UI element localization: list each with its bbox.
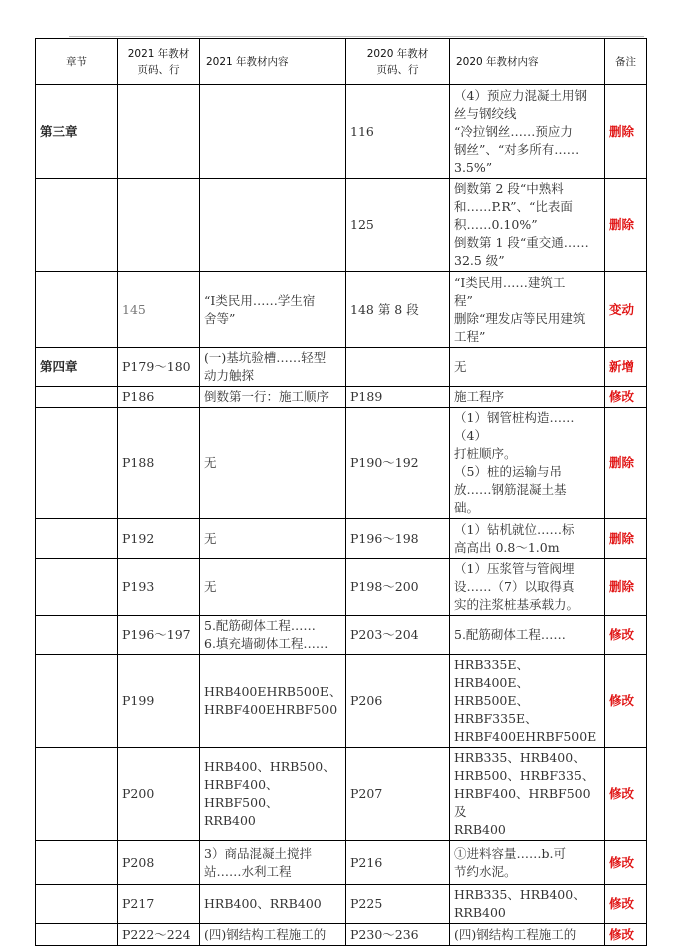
page-2021-cell: P217 xyxy=(118,885,200,924)
page-2021-cell: 145 xyxy=(118,272,200,348)
chapter-cell: 第四章 xyxy=(36,348,118,387)
page-2020-cell: P203～204 xyxy=(346,616,450,655)
content-2020-cell: 施工程序 xyxy=(450,387,605,408)
content-2021-cell: (一)基坑验槽……轻型 动力触探 xyxy=(200,348,346,387)
remark-cell: 修改 xyxy=(605,616,647,655)
remark-cell: 修改 xyxy=(605,885,647,924)
remark-cell: 修改 xyxy=(605,924,647,946)
content-2021-cell: 倒数第一行：施工顺序 xyxy=(200,387,346,408)
page-2021-cell: P199 xyxy=(118,655,200,748)
chapter-cell xyxy=(36,885,118,924)
content-2020-cell: HRB335、HRB400、RRB400 xyxy=(450,885,605,924)
remark-cell: 变动 xyxy=(605,272,647,348)
chapter-cell xyxy=(36,616,118,655)
table-row xyxy=(36,179,647,272)
page-2021-cell xyxy=(118,179,200,272)
page-2021-cell: P188 xyxy=(118,408,200,519)
page-2020-cell: P207 xyxy=(346,748,450,841)
content-2021-cell: HRB400、RRB400 xyxy=(200,885,346,924)
header-remark: 备注 xyxy=(605,39,647,85)
content-2020-cell: HRB335E、HRB400E、 HRB500E、HRBF335E、 HRBF400EHRBF500E xyxy=(450,655,605,748)
table-row xyxy=(36,559,647,616)
page-2020-cell: 116 xyxy=(346,85,450,179)
table-row xyxy=(36,348,647,387)
content-2020-cell: （1）钻机就位……标 高高出 0.8～1.0m xyxy=(450,519,605,559)
textbook-comparison-table xyxy=(35,38,647,946)
chapter-cell xyxy=(36,559,118,616)
table-row xyxy=(36,885,647,924)
chapter-cell: 第三章 xyxy=(36,85,118,179)
content-2021-cell: “Ⅰ类民用……学生宿 舍等” xyxy=(200,272,346,348)
page-2021-cell: P200 xyxy=(118,748,200,841)
content-2021-cell: 无 xyxy=(200,559,346,616)
content-2021-cell: (四)钢结构工程施工的 xyxy=(200,924,346,946)
content-2020-cell: （4）预应力混凝土用钢 丝与钢绞线 “冷拉钢丝……预应力 钢丝”、“对多所有…… 3.5%” xyxy=(450,85,605,179)
content-2020-cell: （1）钢管桩构造……（4） 打桩顺序。 （5）桩的运输与吊 放……钢筋混凝土基 础。 xyxy=(450,408,605,519)
page-2020-cell: P196～198 xyxy=(346,519,450,559)
content-2021-cell: HRB400、HRB500、 HRBF400、HRBF500、 RRB400 xyxy=(200,748,346,841)
table-row xyxy=(36,616,647,655)
page-2020-cell: P189 xyxy=(346,387,450,408)
chapter-cell xyxy=(36,924,118,946)
table-row xyxy=(36,85,647,179)
content-2020-cell: （1）压浆管与管阀埋 设……（7）以取得真 实的注浆桩基承载力。 xyxy=(450,559,605,616)
chapter-cell xyxy=(36,748,118,841)
page-2021-cell: P208 xyxy=(118,841,200,885)
table-row xyxy=(36,387,647,408)
chapter-cell xyxy=(36,179,118,272)
remark-cell: 删除 xyxy=(605,519,647,559)
remark-cell: 修改 xyxy=(605,748,647,841)
chapter-cell xyxy=(36,408,118,519)
page-2021-cell: P193 xyxy=(118,559,200,616)
page-2021-cell: P179～180 xyxy=(118,348,200,387)
table-row xyxy=(36,655,647,748)
remark-cell: 删除 xyxy=(605,559,647,616)
remark-cell: 删除 xyxy=(605,408,647,519)
page-2021-cell: P222～224 xyxy=(118,924,200,946)
page-2020-cell xyxy=(346,348,450,387)
table-row xyxy=(36,408,647,519)
content-2021-cell: HRB400EHRB500E、 HRBF400EHRBF500 xyxy=(200,655,346,748)
content-2021-cell xyxy=(200,85,346,179)
page-2020-cell: P230～236 xyxy=(346,924,450,946)
header-page-2021: 2021 年教材 页码、行 xyxy=(118,39,200,85)
chapter-cell xyxy=(36,519,118,559)
remark-cell: 修改 xyxy=(605,841,647,885)
page-2020-cell: P198～200 xyxy=(346,559,450,616)
chapter-cell xyxy=(36,841,118,885)
page-2021-cell: P192 xyxy=(118,519,200,559)
table-row xyxy=(36,272,647,348)
page-2020-cell: P225 xyxy=(346,885,450,924)
page-2020-cell: 125 xyxy=(346,179,450,272)
header-chapter: 章节 xyxy=(36,39,118,85)
content-2020-cell: (四)钢结构工程施工的 xyxy=(450,924,605,946)
page-2020-cell: P216 xyxy=(346,841,450,885)
chapter-cell xyxy=(36,387,118,408)
content-2020-cell: ①进料容量……b.可 节约水泥。 xyxy=(450,841,605,885)
page-2021-cell: P186 xyxy=(118,387,200,408)
remark-cell: 新增 xyxy=(605,348,647,387)
table-row xyxy=(36,748,647,841)
remark-cell: 删除 xyxy=(605,179,647,272)
table-row xyxy=(36,519,647,559)
chapter-cell xyxy=(36,272,118,348)
remark-cell: 修改 xyxy=(605,655,647,748)
content-2021-cell: 无 xyxy=(200,519,346,559)
page-2020-cell: 148 第 8 段 xyxy=(346,272,450,348)
content-2021-cell: 3）商品混凝土搅拌 站……水利工程 xyxy=(200,841,346,885)
content-2020-cell: 5.配筋砌体工程…… xyxy=(450,616,605,655)
table-row xyxy=(36,924,647,946)
header-content-2021: 2021 年教材内容 xyxy=(200,39,346,85)
content-2020-cell: 倒数第 2 段“中熟料 和……P.R”、“比表面 积……0.10%” 倒数第 1 段“重交通…… 32.5 级” xyxy=(450,179,605,272)
header-page-2020: 2020 年教材 页码、行 xyxy=(346,39,450,85)
content-2021-cell: 5.配筋砌体工程…… 6.填充墙砌体工程…… xyxy=(200,616,346,655)
page-2020-cell: P206 xyxy=(346,655,450,748)
content-2021-cell xyxy=(200,179,346,272)
remark-cell: 删除 xyxy=(605,85,647,179)
page-2021-cell: P196～197 xyxy=(118,616,200,655)
page-2020-cell: P190～192 xyxy=(346,408,450,519)
chapter-cell xyxy=(36,655,118,748)
remark-cell: 修改 xyxy=(605,387,647,408)
page-2021-cell xyxy=(118,85,200,179)
header-content-2020: 2020 年教材内容 xyxy=(450,39,605,85)
content-2021-cell: 无 xyxy=(200,408,346,519)
header-row xyxy=(36,39,647,85)
content-2020-cell: 无 xyxy=(450,348,605,387)
content-2020-cell: “Ⅰ类民用……建筑工 程” 删除“理发店等民用建筑 工程” xyxy=(450,272,605,348)
content-2020-cell: HRB335、HRB400、 HRB500、HRBF335、 HRBF400、HRBF500 及 RRB400 xyxy=(450,748,605,841)
table-row xyxy=(36,841,647,885)
top-rule xyxy=(69,36,644,37)
